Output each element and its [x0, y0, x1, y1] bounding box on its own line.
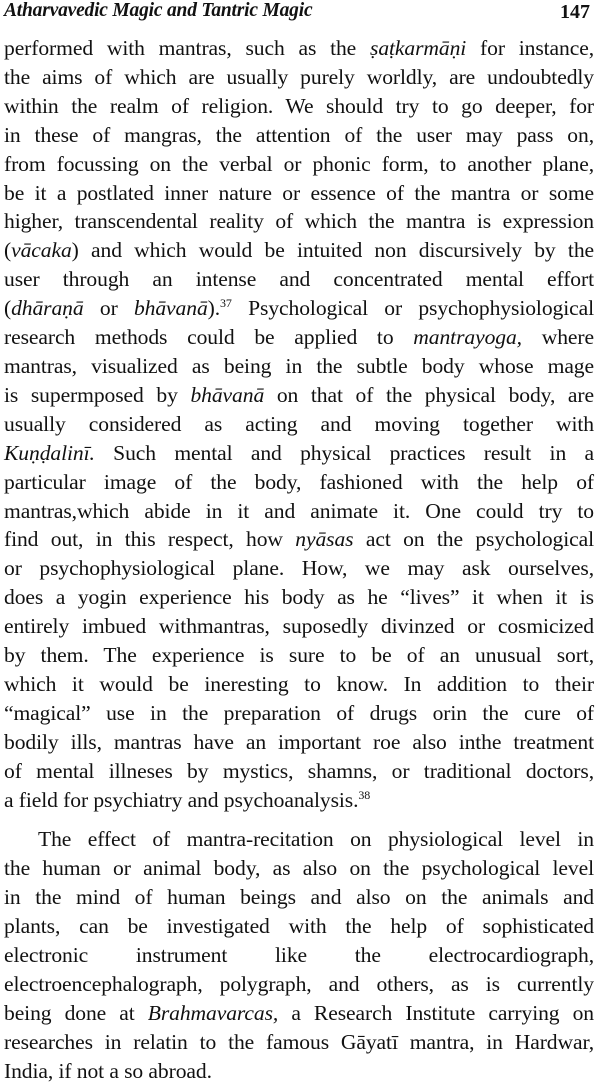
text-line: bodily ills, mantras have an important roe also inthe treatment	[4, 729, 594, 754]
italic-term: bhāvanā	[190, 382, 265, 407]
text-line: research methods could be applied to mantrayoga, where	[4, 325, 594, 350]
italic-term: mantrayoga,	[413, 325, 522, 350]
italic-term: bhāvanā	[133, 296, 208, 321]
text-line: plants, can be investigated with the help of sophisticated	[4, 914, 594, 939]
text-line: electroencephalograph, polygraph, and others, as is currently	[4, 972, 594, 996]
text-line: within the realm of religion. We should try to go deeper, for	[4, 93, 594, 118]
text-line: from focussing on the verbal or phonic form, to another plane,	[4, 151, 594, 176]
page-number: 147	[560, 1, 590, 23]
text-line: does a yogin experience his body as he “lives” it when it is	[4, 585, 594, 610]
text-line: find out, in this respect, how nyāsas act on the psychological	[4, 527, 594, 552]
paragraph-1	[4, 34, 594, 814]
text-line: be it a postlated inner nature or essence of the mantra or some	[4, 180, 594, 205]
italic-term: dhāraṇā	[11, 296, 84, 321]
text-line: in these of mangras, the attention of the user may pass on,	[4, 122, 594, 147]
text-line: of mental illneses by mystics, shamns, or traditional doctors,	[4, 758, 594, 783]
text-line: (vācaka) and which would be intuited non discursively by the	[4, 238, 594, 263]
italic-term: Kuṇḍalinī.	[4, 440, 95, 465]
italic-term: vācaka	[11, 238, 72, 263]
text-line: (dhāraṇā or bhāvanā).$^{37}$ Psychological or psychophysiological	[4, 295, 594, 321]
text-line: performed with mantras, such as the ṣaṭkarmāṇi for instance,	[4, 36, 594, 60]
text-line: the aims of which are usually purely worldly, are undoubtedly	[4, 64, 594, 89]
italic-term: nyāsas	[295, 527, 354, 552]
text-line: user through an intense and concentrated mental effort	[4, 267, 594, 292]
text-line: researches in relatin to the famous Gāyatī mantra, in Hardwar,	[4, 1029, 594, 1054]
text-line: a field for psychiatry and psychoanalysis.$^{38}$	[4, 787, 371, 812]
text-line: being done at Brahmavarcas, a Research Institute carrying on	[4, 1000, 594, 1025]
italic-term: Brahmavarcas,	[147, 1000, 279, 1025]
text-line: The effect of mantra-recitation on physiological level in	[38, 827, 594, 852]
footnote-ref: 37	[220, 295, 232, 310]
text-line: India, if not a so abroad.	[4, 1058, 212, 1083]
text-line: is supermposed by bhāvanā on that of the physical body, are	[4, 382, 594, 407]
text-line: by them. The experience is sure to be of an unusual sort,	[4, 643, 594, 668]
body-text	[4, 34, 594, 1086]
running-title: Atharvavedic Magic and Tantric Magic	[4, 0, 313, 21]
text-line: usually considered as acting and moving together with	[4, 411, 594, 436]
text-line: the human or animal body, as also on the psychological level	[4, 856, 594, 881]
text-line: “magical” use in the preparation of drugs orin the cure of	[4, 700, 594, 725]
text-line: in the mind of human beings and also on the animals and	[4, 885, 594, 910]
text-line: particular image of the body, fashioned with the help of	[4, 469, 594, 494]
text-line: which it would be ineresting to know. In addition to their	[4, 671, 594, 696]
italic-term: ṣaṭkarmāṇi	[370, 36, 467, 60]
text-line: or psychophysiological plane. How, we may ask ourselves,	[4, 556, 594, 581]
footnote-ref: 38	[358, 787, 371, 802]
page-header	[4, 0, 594, 34]
text-line: Kuṇḍalinī. Such mental and physical practices result in a	[4, 440, 594, 465]
paragraph-2	[4, 825, 594, 1085]
text-line: higher, transcendental reality of which the mantra is expression	[4, 209, 594, 234]
text-line: mantras,which abide in it and animate it. One could try to	[4, 498, 594, 523]
text-line: entirely imbued withmantras, suposedly divinzed or cosmicized	[4, 614, 594, 639]
text-line: electronic instrument like the electrocardiograph,	[4, 943, 594, 968]
text-line: mantras, visualized as being in the subtle body whose mage	[4, 353, 594, 378]
